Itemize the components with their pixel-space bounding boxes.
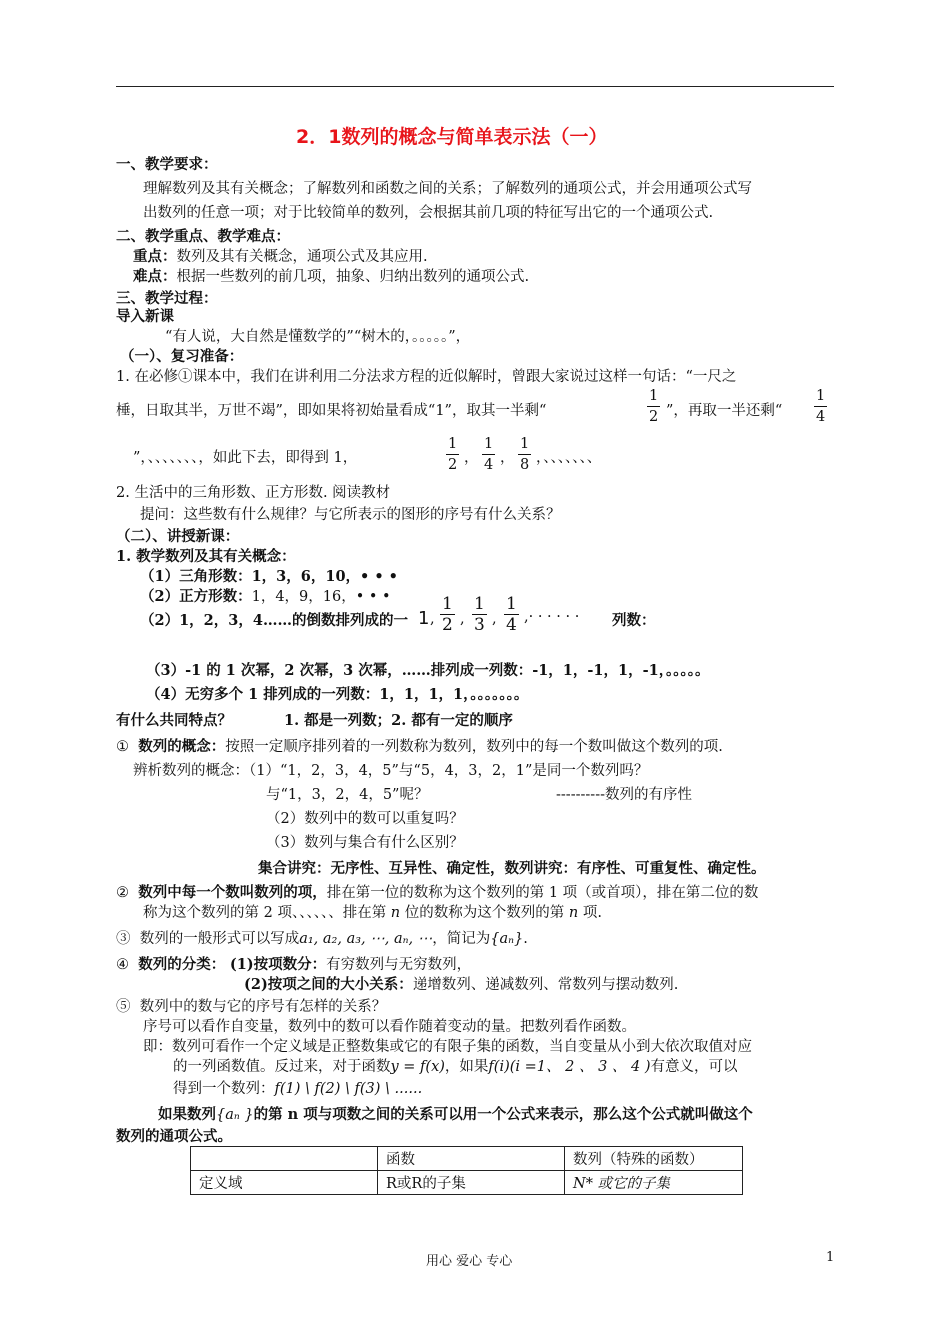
sec1-line1: 理解数列及其有关概念；了解数列和函数之间的关系；了解数列的通项公式，并会用通项公式写 (143, 181, 752, 197)
analyze-2b: ----------数列的有序性 (556, 787, 692, 803)
review-line3: ”，、、、、、、、，如此下去，即得到 1， (133, 450, 358, 466)
frac-num: 1 (484, 436, 494, 452)
hard-text: 根据一些数列的前几项，抽象、归纳出数列的通项公式. (176, 269, 530, 285)
fraction-half (647, 388, 660, 425)
fraction-eighth (518, 436, 531, 473)
analyze-2: 与“1，3，2，4，5”呢？ (266, 787, 429, 803)
c2-mid: 位的数称为这个数列的第 (404, 905, 565, 921)
concept-2-bold: 数列中每一个数叫数列的项， (138, 884, 327, 901)
concept-1 (116, 738, 723, 756)
gt-pre: 如果数列 (158, 1106, 216, 1123)
fraction-recip-quarter (504, 596, 519, 633)
c3-post: . (523, 931, 528, 947)
page-title: 2．1数列的概念与简单表示法（一） (296, 126, 608, 148)
key-points (133, 248, 428, 266)
review-line2: 棰，日取其半，万世不竭”，即如果将初始量看成“1”，取其一半剩“ (116, 403, 547, 419)
lecture-heading: （二）、讲授新课： (116, 528, 240, 545)
common-question: 有什么共同特点？ (116, 712, 232, 729)
concept-5-line2: 序号可以看作自变量，数列中的数可以看作随着变动的量。把数列看作函数。 (143, 1019, 636, 1035)
function-domain-formula: f(i)(i =1、 2 、 3 、 4 ) (488, 1059, 651, 1075)
general-term-def-line2: 数列的通项公式。 (116, 1128, 232, 1145)
sequence-notation: {aₙ} (490, 931, 524, 947)
key-label: 重点： (133, 248, 177, 265)
table-row (191, 1147, 743, 1171)
c4-label: 数列的分类： (138, 956, 226, 973)
review-item2: 2. 生活中的三角形数、正方形数. 阅读教材 (116, 485, 391, 501)
function-vs-sequence-table (190, 1146, 743, 1195)
table-cell: R或R的子集 (378, 1171, 565, 1195)
fraction-recip-half (440, 596, 455, 633)
frac-bar (446, 454, 459, 455)
frac-den: 2 (442, 615, 453, 635)
reciprocal-one: 1 (418, 608, 430, 629)
c4-2-label: (2)按项之间的大小关系： (244, 976, 413, 993)
frac-den: 3 (474, 615, 485, 635)
concept-2 (116, 884, 758, 902)
c4-1-text: 有穷数列与无穷数列， (326, 957, 472, 973)
frac-bar (814, 406, 827, 407)
general-form-formula: a₁, a₂, a₃, ⋯, aₙ, ⋯ (299, 931, 433, 947)
intro-label: 导入新课 (116, 308, 174, 325)
hard-label: 难点： (133, 268, 177, 285)
num-marker: ① (116, 739, 129, 755)
concept-5-line3: 即：数列可看作一个定义域是正整数集或它的有限子集的函数，当自变量从小到大依次取值对应 (143, 1039, 752, 1055)
c5-text: 数列中的数与它的序号有怎样的关系？ (139, 999, 387, 1015)
concept-3 (116, 930, 528, 948)
c5-l4-pre: 的一列函数值。反过来，对于函数 (173, 1059, 391, 1075)
c2-post: 项. (582, 905, 602, 921)
comma: , (492, 611, 497, 627)
review-line1: 1. 在必修①课本中，我们在讲利用二分法求方程的近似解时，曾跟大家说过这样一句话：“一尺之 (116, 369, 737, 385)
table-cell: 数列（特殊的函数） (565, 1147, 743, 1171)
frac-den: 4 (484, 457, 494, 473)
concept-2-text: 排在第一位的数称为这个数列的第 1 项（或首项），排在第二位的数 (326, 885, 759, 901)
reciprocal-line: （2）1，2，3，4……的倒数排列成的一 (140, 612, 408, 629)
reciprocal-post: 列数： (612, 612, 656, 629)
n-var: n (386, 905, 405, 921)
frac-num: 1 (448, 436, 458, 452)
comma: ， (500, 450, 515, 466)
frac-den: 2 (448, 457, 458, 473)
general-term-def (158, 1106, 753, 1124)
reciprocal-dots: ,· · · · · · (524, 609, 580, 625)
frac-bar (482, 454, 495, 455)
header-rule (116, 86, 834, 87)
sec3-heading: 三、教学过程： (116, 290, 218, 307)
frac-num: 1 (649, 388, 659, 404)
concept-5-line5 (173, 1080, 422, 1098)
square-values: 1，4，9，16，• • • (251, 589, 391, 605)
common-answer: 1. 都是一列数；2. 都有一定的顺序 (284, 712, 513, 729)
lecture-item1: 1. 教学数列及其有关概念： (116, 548, 296, 565)
sequence-values-formula: f(1) \ f(2) \ f(3) \ ...... (274, 1081, 423, 1097)
frac-bar (647, 406, 660, 407)
frac-num: 1 (442, 594, 453, 614)
num-marker: ③ (116, 931, 131, 947)
analyze-4: （3）数列与集合有什么区别？ (266, 835, 464, 851)
c5-l4-mid: ，如果 (444, 1059, 489, 1075)
concept-5 (116, 998, 386, 1016)
table-cell: N* 或它的子集 (565, 1171, 743, 1195)
frac-den: 2 (649, 409, 659, 425)
comma: , (460, 611, 465, 627)
c4-2-text: 递增数列、递减数列、常数列与摆动数列. (412, 977, 679, 993)
intro-quote: “有人说，大自然是懂数学的”“树木的，。。。。。”， (165, 329, 471, 345)
review-heading: （一）、复习准备： (120, 348, 244, 365)
sec2-heading: 二、教学重点、教学难点： (116, 228, 290, 245)
frac-num: 1 (474, 594, 485, 614)
hard-points (133, 268, 529, 286)
analyze-3: （2）数列中的数可以重复吗？ (266, 811, 464, 827)
square-label: （2）正方形数： (140, 588, 252, 605)
frac-den: 4 (506, 615, 517, 635)
triangle-numbers: （1）三角形数：1，3，6，10，• • • (140, 568, 398, 585)
analyze-1: 辨析数列的概念：（1）“1，2，3，4，5”与“5，4，3，2，1”是同一个数列吗？ (133, 763, 649, 779)
c5-l5-pre: 得到一个数列： (173, 1081, 275, 1097)
frac-num: 1 (520, 436, 530, 452)
concept-2-line2 (143, 904, 602, 922)
frac-bar (518, 454, 531, 455)
table-row (191, 1171, 743, 1195)
c3-pre: 数列的一般形式可以写成 (139, 931, 300, 947)
concept-5-line4 (173, 1058, 738, 1076)
c4-1-label: (1)按项数分： (229, 956, 327, 973)
frac-num: 1 (506, 594, 517, 614)
page-number: 1 (826, 1250, 835, 1265)
concept-text: 按照一定顺序排列着的一列数称为数列，数列中的每一个数叫做这个数列的项. (225, 739, 723, 755)
sec1-line2: 出数列的任意一项；对于比较简单的数列，会根据其前几项的特征写出它的一个通项公式. (143, 205, 714, 221)
set-vs-sequence: 集合讲究：无序性、互异性、确定性，数列讲究：有序性、可重复性、确定性。 (258, 860, 766, 877)
concept-4-line2 (244, 976, 678, 994)
fraction-quarter-2 (482, 436, 495, 473)
table-cell: 定义域 (191, 1171, 378, 1195)
num-marker: ② (116, 885, 129, 901)
num-marker: ④ (116, 957, 129, 973)
n-var: n (564, 905, 583, 921)
c5-l4-post: 有意义，可以 (650, 1059, 738, 1075)
square-numbers (140, 588, 391, 606)
frac-den: 4 (816, 409, 826, 425)
fraction-quarter (814, 388, 827, 425)
function-formula: y = f(x) (390, 1059, 445, 1075)
gt-post: 的第 n 项与项数之间的关系可以用一个公式来表示，那么这个公式就叫做这个 (253, 1106, 753, 1123)
c3-mid: ，简记为 (432, 931, 491, 947)
table-cell (191, 1147, 378, 1171)
table-cell: 函数 (378, 1147, 565, 1171)
fraction-half-2 (446, 436, 459, 473)
key-text: 数列及其有关概念，通项公式及其应用. (176, 249, 428, 265)
fraction-recip-third (472, 596, 487, 633)
num-marker: ⑤ (116, 999, 131, 1015)
review-line3-post: ，、、、、、、、 (536, 450, 602, 466)
concept-label: 数列的概念： (138, 738, 226, 755)
frac-den: 8 (520, 457, 530, 473)
powers-line: （3）-1 的 1 次幂，2 次幂，3 次幂，……排列成一列数：-1，1，-1，1，-1，。。。。。 (146, 662, 710, 679)
gt-seq: {aₙ } (216, 1107, 254, 1123)
comma: , (430, 611, 435, 627)
concept-4 (116, 956, 471, 974)
frac-num: 1 (816, 388, 826, 404)
review-line2-mid: ”，再取一半还剩“ (666, 403, 783, 419)
c2-pre: 称为这个数列的第 2 项、、、、、、排在第 (143, 905, 387, 921)
footer-motto: 用心 爱心 专心 (426, 1254, 513, 1269)
sec1-heading: 一、教学要求： (116, 156, 218, 173)
comma: ， (464, 450, 479, 466)
review-question: 提问：这些数有什么规律？与它所表示的图形的序号有什么关系？ (140, 507, 561, 523)
ones-line: （4）无穷多个 1 排列成的一列数：1，1，1，1，。。。。。。。 (146, 686, 529, 703)
